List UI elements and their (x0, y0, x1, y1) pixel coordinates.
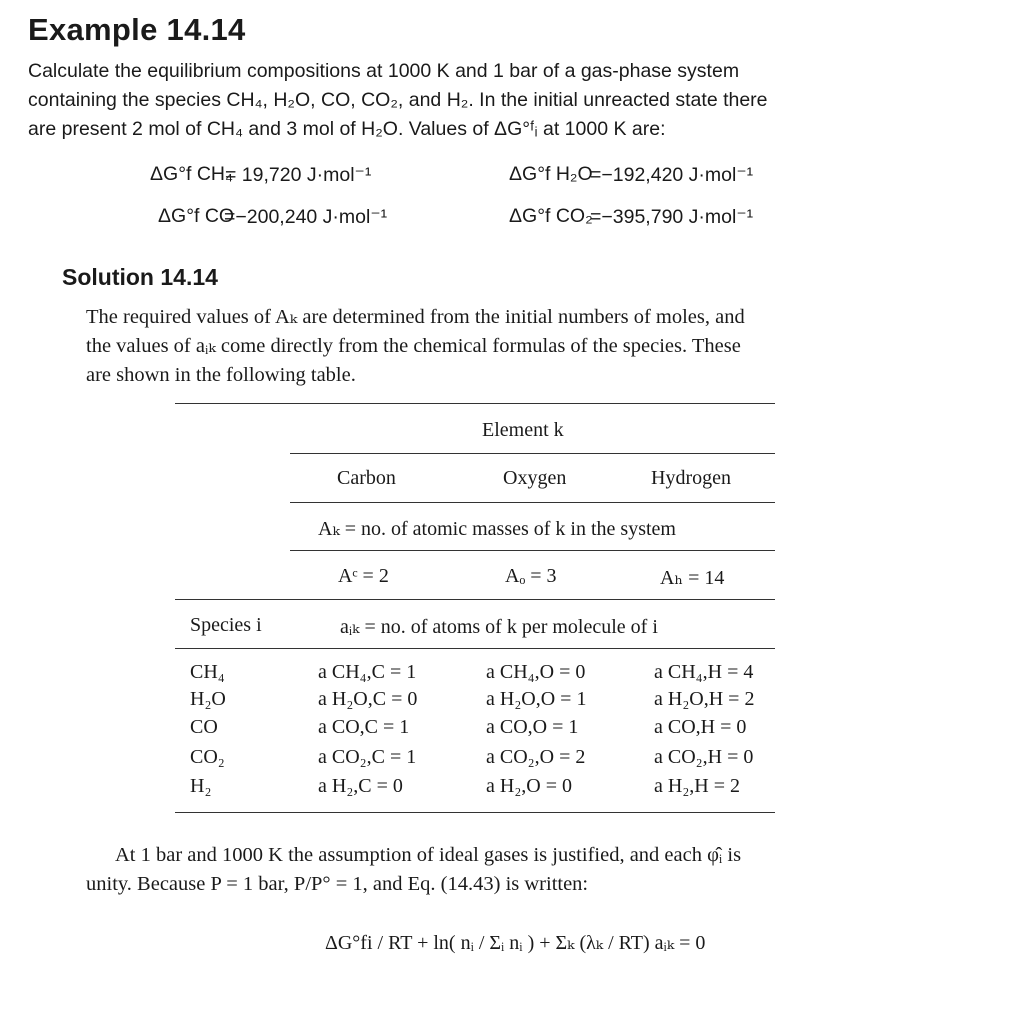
table-aik-definition: aᵢₖ = no. of atoms of k per molecule of i (340, 616, 658, 638)
aik-h2o-hydrogen: a H₂O,H = 2 (654, 688, 755, 710)
table-rule-elements (290, 502, 775, 503)
gibbs-co-value: =−200,240 J·mol⁻¹ (224, 206, 388, 228)
table-rule-ak-values (175, 599, 775, 600)
table-rule-aik-def (175, 648, 775, 649)
aik-h2o-carbon: a H₂O,C = 0 (318, 688, 418, 710)
aik-co2-carbon: a CO₂,C = 1 (318, 746, 417, 768)
aik-ch4-carbon: a CH₄,C = 1 (318, 661, 417, 683)
species-ch4: CH₄ (190, 661, 225, 683)
closing-text-line-1: At 1 bar and 1000 K the assumption of ideal gases is justified, and each φ̂ᵢ is (115, 844, 742, 866)
solution-title: Solution 14.14 (62, 264, 218, 290)
gibbs-ch4-value: = 19,720 J·mol⁻¹ (225, 164, 372, 186)
example-text-line-3: are present 2 mol of CH₄ and 3 mol of H₂O. Values of ΔG°ᶠᵢ at 1000 K are: (28, 118, 666, 140)
solution-text-line-2: the values of aᵢₖ come directly from the chemical formulas of the species. These (86, 335, 741, 357)
aik-co-hydrogen: a CO,H = 0 (654, 716, 747, 738)
aik-ch4-oxygen: a CH₄,O = 0 (486, 661, 586, 683)
species-co: CO (190, 716, 218, 738)
table-header-carbon: Carbon (337, 467, 396, 489)
table-ak-definition: Aₖ = no. of atomic masses of k in the system (318, 518, 676, 540)
table-bottom-rule (175, 812, 775, 813)
gibbs-h2o-label: ΔG°f H₂O (509, 163, 593, 185)
species-co2: CO₂ (190, 746, 225, 768)
table-species-header: Species i (190, 614, 262, 636)
example-title: Example 14.14 (28, 12, 246, 47)
aik-h2-oxygen: a H₂,O = 0 (486, 775, 573, 797)
table-ak-oxygen: Aₒ = 3 (505, 565, 557, 587)
aik-co2-hydrogen: a CO₂,H = 0 (654, 746, 754, 768)
table-ak-carbon: Aᶜ = 2 (338, 565, 389, 587)
aik-h2-carbon: a H₂,C = 0 (318, 775, 403, 797)
equilibrium-equation: ΔG°fi / RT + ln( nᵢ / Σᵢ nᵢ ) + Σₖ (λₖ / RT) aᵢₖ = 0 (325, 932, 706, 954)
gibbs-ch4-label: ΔG°f CH₄ (150, 163, 233, 185)
closing-text-line-2: unity. Because P = 1 bar, P/P° = 1, and Eq. (14.43) is written: (86, 873, 589, 895)
aik-co-carbon: a CO,C = 1 (318, 716, 410, 738)
species-h2: H₂ (190, 775, 212, 797)
aik-h2-hydrogen: a H₂,H = 2 (654, 775, 741, 797)
gibbs-co-label: ΔG°f CO (158, 205, 235, 227)
species-h2o: H₂O (190, 688, 226, 710)
table-rule-ak-def (290, 550, 775, 551)
table-top-rule (175, 403, 775, 404)
gibbs-co2-label: ΔG°f CO₂ (509, 205, 593, 227)
aik-h2o-oxygen: a H₂O,O = 1 (486, 688, 587, 710)
aik-co2-oxygen: a CO₂,O = 2 (486, 746, 586, 768)
table-ak-hydrogen: Aₕ = 14 (660, 567, 725, 589)
aik-ch4-hydrogen: a CH₄,H = 4 (654, 661, 754, 683)
aik-co-oxygen: a CO,O = 1 (486, 716, 579, 738)
table-header-oxygen: Oxygen (503, 467, 567, 489)
table-header-hydrogen: Hydrogen (651, 467, 731, 489)
solution-text-line-1: The required values of Aₖ are determined from the initial numbers of moles, and (86, 306, 745, 328)
example-text-line-1: Calculate the equilibrium compositions at 1000 K and 1 bar of a gas-phase system (28, 60, 740, 82)
gibbs-co2-value: =−395,790 J·mol⁻¹ (590, 206, 754, 228)
gibbs-h2o-value: =−192,420 J·mol⁻¹ (590, 164, 754, 186)
solution-text-line-3: are shown in the following table. (86, 364, 356, 386)
table-rule-element (290, 453, 775, 454)
table-element-header: Element k (482, 419, 564, 441)
example-text-line-2: containing the species CH₄, H₂O, CO, CO₂, and H₂. In the initial unreacted state there (28, 89, 768, 111)
